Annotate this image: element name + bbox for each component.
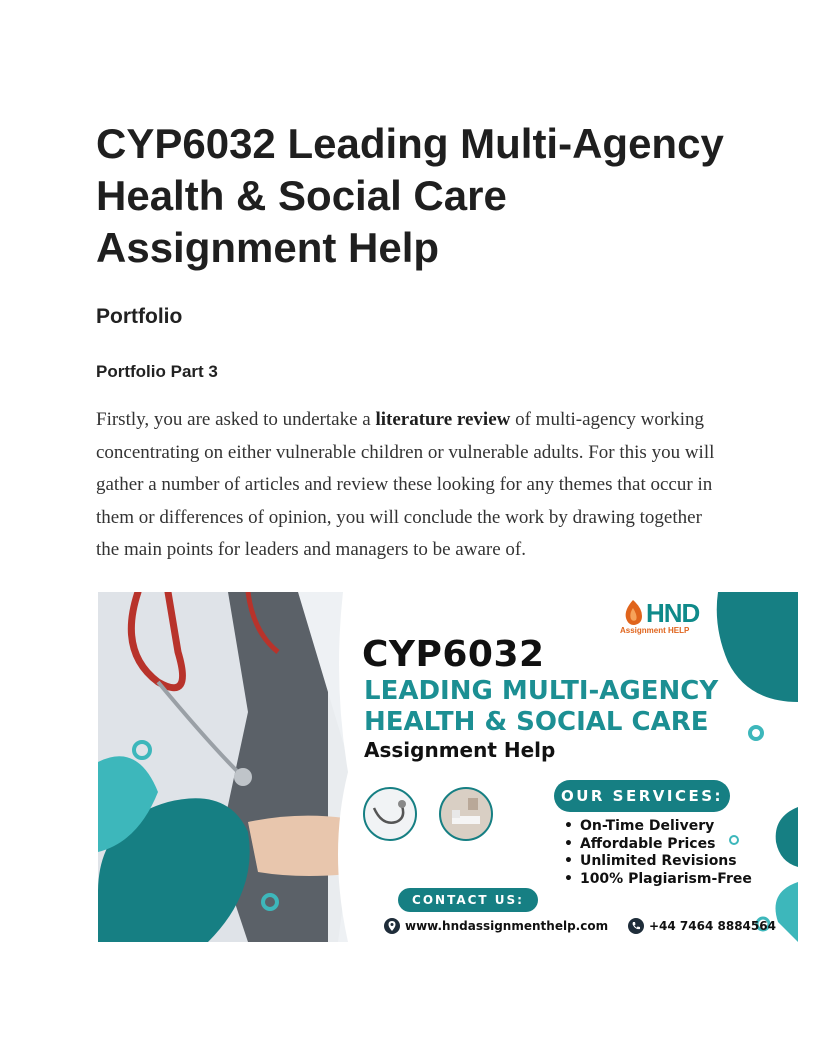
phone-text: +44 7464 8884564: [649, 919, 776, 933]
logo-subtext: Assignment HELP: [620, 626, 690, 635]
stethoscope-thumbnail-icon: [362, 786, 418, 842]
website-text: www.hndassignmenthelp.com: [405, 919, 609, 933]
flame-logo-icon: [620, 598, 646, 626]
website-contact: [384, 918, 608, 934]
paragraph-text-start: Firstly, you are asked to undertake a: [96, 409, 376, 430]
logo-text: HND: [646, 598, 700, 628]
promo-banner-image: [98, 592, 798, 942]
paragraph-bold-term: literature review: [375, 409, 511, 430]
services-list: [564, 818, 752, 888]
phone-contact: [628, 918, 776, 934]
banner-title-line-1: LEADING MULTI-AGENCY: [364, 676, 719, 706]
service-item: • 100% Plagiarism-Free: [564, 871, 752, 889]
banner-title-line-2: HEALTH & SOCIAL CARE: [364, 707, 709, 737]
service-item: • Affordable Prices: [564, 836, 752, 854]
hospital-room-thumbnail-icon: [438, 786, 494, 842]
banner-title-line-3: Assignment Help: [364, 738, 556, 762]
banner-course-code: CYP6032: [362, 634, 545, 675]
contact-label-pill: CONTACT US:: [398, 888, 538, 912]
paragraph-text-end: of multi-agency working concentrating on either vulnerable children or vulnerable adults. For this you will gather a number of articles and review these looking for any themes that occur in them or differences of opinion, you will conclude the work by drawing together the main points for leaders and managers to be aware of.: [96, 409, 715, 560]
services-label-pill: OUR SERVICES:: [554, 780, 730, 812]
location-pin-icon: [384, 918, 400, 934]
body-paragraph: [96, 404, 721, 567]
service-item: • Unlimited Revisions: [564, 853, 752, 871]
service-item: • On-Time Delivery: [564, 818, 752, 836]
phone-icon: [628, 918, 644, 934]
subsection-heading: Portfolio Part 3: [96, 362, 218, 381]
page-title: CYP6032 Leading Multi-Agency Health & Social Care Assignment Help: [96, 120, 724, 271]
section-heading: Portfolio: [96, 305, 183, 328]
hnd-logo: [618, 598, 718, 636]
